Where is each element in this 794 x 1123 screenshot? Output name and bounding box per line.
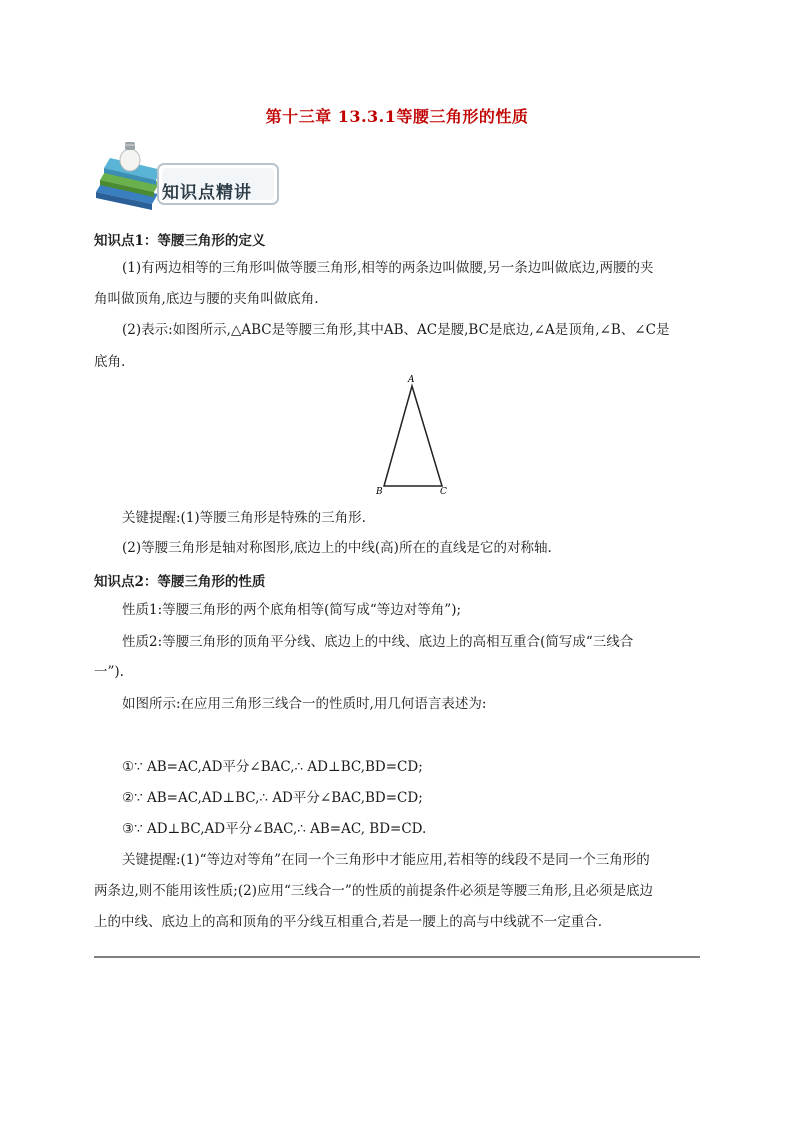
tip-line2: 两条边,则不能用该性质;(2)应用“三线合一”的性质的前提条件必须是等腰三角形,且必须是底边 bbox=[94, 883, 654, 899]
tip-line1: 关键提醒:(1)“等边对等角”在同一个三角形中才能应用,若相等的线段不是同一个三角形的 bbox=[122, 852, 650, 868]
tip1: 关键提醒:(1)等腰三角形是特殊的三角形. bbox=[122, 510, 366, 526]
section1-heading: 知识点1：等腰三角形的定义 bbox=[94, 233, 266, 249]
notation-line1: (2)表示:如图所示,△ABC是等腰三角形,其中AB、AC是腰,BC是底边,∠A是顶角,∠B、∠C是 bbox=[122, 322, 670, 338]
statement-2: ②∵ AB=AC,AD⊥BC,∴ AD平分∠BAC,BD=CD; bbox=[122, 790, 423, 806]
statement-3: ③∵ AD⊥BC,AD平分∠BAC,∴ AB=AC, BD=CD. bbox=[122, 821, 427, 837]
vertex-c-label: C bbox=[440, 487, 447, 497]
statement-1: ①∵ AB=AC,AD平分∠BAC,∴ AD⊥BC,BD=CD; bbox=[122, 759, 423, 775]
banner-label: 知识点精讲 bbox=[162, 183, 252, 203]
property2-line1: 性质2:等腰三角形的顶角平分线、底边上的中线、底边上的高相互重合(简写成“三线合 bbox=[122, 634, 634, 650]
tip-line3: 上的中线、底边上的高和顶角的平分线互相重合,若是一腰上的高与中线就不一定重合. bbox=[94, 914, 603, 930]
isosceles-triangle-figure bbox=[360, 370, 480, 500]
vertex-a-label: A bbox=[408, 375, 415, 385]
lightbulb-books-icon bbox=[96, 142, 162, 210]
footer-divider bbox=[94, 956, 700, 958]
definition-line2: 角叫做顶角,底边与腰的夹角叫做底角. bbox=[94, 291, 319, 307]
definition-line1: (1)有两边相等的三角形叫做等腰三角形,相等的两条边叫做腰,另一条边叫做底边,两腰的夹 bbox=[122, 260, 654, 276]
notation-line2: 底角. bbox=[94, 354, 126, 370]
property1: 性质1:等腰三角形的两个底角相等(简写成“等边对等角”); bbox=[122, 602, 462, 618]
vertex-b-label: B bbox=[376, 487, 383, 497]
application-intro: 如图所示:在应用三角形三线合一的性质时,用几何语言表述为: bbox=[122, 696, 487, 712]
section2-heading: 知识点2：等腰三角形的性质 bbox=[94, 574, 266, 590]
page-title: 第十三章 13.3.1等腰三角形的性质 bbox=[265, 107, 529, 126]
property2-line2: 一”). bbox=[94, 664, 124, 680]
tip2: (2)等腰三角形是轴对称图形,底边上的中线(高)所在的直线是它的对称轴. bbox=[122, 540, 552, 556]
